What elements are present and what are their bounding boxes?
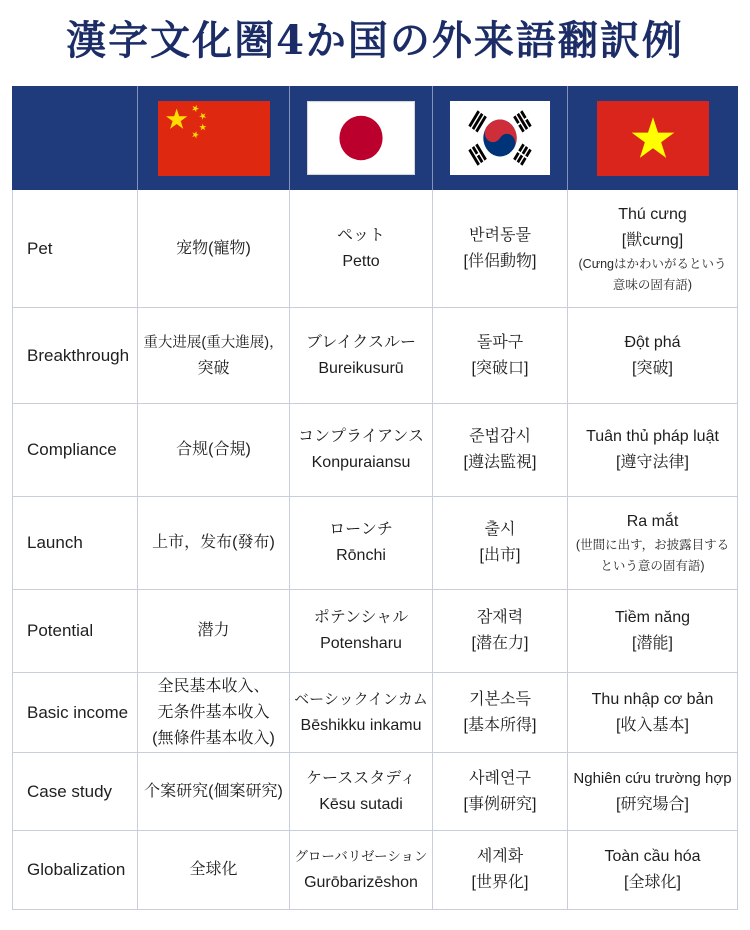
cell-china bbox=[138, 404, 290, 496]
cell-korea bbox=[433, 590, 568, 672]
term-line: [伴侶動物] bbox=[463, 252, 537, 270]
term-line: [研究場合] bbox=[616, 795, 689, 813]
term-line: Nghiên cứu trường hợp bbox=[573, 769, 732, 787]
term-line: 잠재력 bbox=[476, 609, 524, 626]
term-line: 全球化 bbox=[189, 861, 238, 878]
term-line: Konpuraiansu bbox=[311, 454, 411, 471]
cell-korea bbox=[433, 404, 568, 496]
term-line: [潜能] bbox=[632, 635, 673, 652]
cell-korea bbox=[433, 190, 568, 307]
term-line: グローバリゼーション bbox=[294, 849, 428, 864]
cell-japan bbox=[290, 831, 433, 909]
cell-vietnam bbox=[568, 831, 738, 909]
header-cell-china bbox=[138, 86, 290, 190]
term-line: 반려동물 bbox=[469, 226, 531, 244]
header-corner-cell bbox=[12, 86, 138, 190]
term-line: [事例研究] bbox=[463, 795, 537, 813]
term-line: [基本所得] bbox=[463, 716, 537, 734]
term-line: [突破口] bbox=[471, 359, 529, 377]
cell-china bbox=[138, 673, 290, 752]
term-line: 无条件基本收入 bbox=[157, 703, 270, 721]
header-cell-korea bbox=[433, 86, 568, 190]
term-line: Kēsu sutadi bbox=[319, 795, 403, 813]
term-line: ポテンシャル bbox=[313, 609, 409, 626]
term-line: 突破 bbox=[197, 359, 230, 377]
term-line: 사례연구 bbox=[469, 769, 531, 787]
term-line: Tiềm năng bbox=[615, 609, 690, 626]
term-line: 上市，发布(發布) bbox=[152, 534, 275, 551]
row-label: Potential bbox=[12, 590, 138, 672]
row-label: Pet bbox=[12, 190, 138, 307]
term-note: (世間に出す，お披露目する bbox=[575, 538, 730, 552]
cell-japan bbox=[290, 404, 433, 496]
table-row bbox=[12, 497, 738, 590]
term-line: Potensharu bbox=[320, 635, 402, 652]
term-line: Ra mắt bbox=[626, 513, 679, 530]
header-cell-japan bbox=[290, 86, 433, 190]
term-line: Rōnchi bbox=[336, 547, 386, 564]
term-line: 출시 bbox=[484, 521, 516, 538]
term-line: [潜在力] bbox=[471, 635, 529, 652]
table-row bbox=[12, 404, 738, 497]
term-line: Tuân thủ pháp luật bbox=[586, 428, 719, 445]
cell-vietnam bbox=[568, 673, 738, 752]
term-line: Toàn cầu hóa bbox=[604, 848, 701, 865]
table-row bbox=[12, 753, 738, 831]
row-label: Breakthrough bbox=[12, 308, 138, 403]
term-line: (無條件基本收入) bbox=[152, 729, 275, 747]
cell-japan bbox=[290, 190, 433, 307]
cell-korea bbox=[433, 831, 568, 909]
cell-korea bbox=[433, 308, 568, 403]
flag-header-row bbox=[12, 86, 738, 190]
term-line: 全民基本收入、 bbox=[157, 677, 270, 695]
cell-china bbox=[138, 497, 290, 589]
term-line: [出市] bbox=[479, 547, 521, 564]
cell-china bbox=[138, 753, 290, 830]
term-line: ケーススタディ bbox=[306, 769, 416, 787]
term-note: という意の固有語) bbox=[600, 559, 705, 573]
term-line: 宠物(寵物) bbox=[176, 239, 251, 257]
cell-vietnam bbox=[568, 308, 738, 403]
row-label: Launch bbox=[12, 497, 138, 589]
term-line: 重大进展(重大進展)， bbox=[143, 334, 284, 351]
row-label: Globalization bbox=[12, 831, 138, 909]
term-line: ブレイクスルー bbox=[305, 333, 417, 351]
japan-flag-icon bbox=[307, 101, 415, 175]
term-line: [遵法監視] bbox=[463, 454, 537, 471]
translation-table bbox=[12, 86, 738, 910]
term-line: 潜力 bbox=[197, 622, 230, 639]
cell-vietnam bbox=[568, 404, 738, 496]
term-line: 合规(合規) bbox=[176, 441, 251, 458]
china-flag-icon bbox=[158, 101, 270, 176]
term-line: ペット bbox=[336, 226, 385, 244]
cell-vietnam bbox=[568, 590, 738, 672]
cell-japan bbox=[290, 308, 433, 403]
cell-china bbox=[138, 590, 290, 672]
term-line: [收入基本] bbox=[616, 716, 689, 734]
row-label: Case study bbox=[12, 753, 138, 830]
cell-japan bbox=[290, 673, 433, 752]
term-line: 个案研究(個案研究) bbox=[144, 782, 283, 800]
term-line: 준법감시 bbox=[469, 428, 531, 445]
cell-korea bbox=[433, 753, 568, 830]
table-row bbox=[12, 590, 738, 673]
vietnam-flag-icon bbox=[597, 101, 709, 176]
term-line: [突破] bbox=[632, 359, 673, 377]
term-line: [獣cưng] bbox=[621, 231, 684, 249]
row-label: Compliance bbox=[12, 404, 138, 496]
term-line: Thu nhập cơ bản bbox=[591, 690, 714, 708]
cell-china bbox=[138, 308, 290, 403]
cell-china bbox=[138, 831, 290, 909]
row-label: Basic income bbox=[12, 673, 138, 752]
cell-japan bbox=[290, 590, 433, 672]
term-note: (Cưngはかわいがるという bbox=[578, 256, 727, 271]
cell-korea bbox=[433, 673, 568, 752]
term-line: 기본소득 bbox=[469, 690, 531, 708]
table-row bbox=[12, 673, 738, 753]
table-body bbox=[12, 190, 738, 910]
term-line: Petto bbox=[342, 252, 380, 270]
term-note: 意味の固有語) bbox=[612, 277, 693, 292]
cell-japan bbox=[290, 497, 433, 589]
table-row bbox=[12, 831, 738, 910]
term-line: Bēshikku inkamu bbox=[300, 716, 422, 734]
term-line: [遵守法律] bbox=[616, 454, 689, 471]
term-line: 돌파구 bbox=[476, 333, 524, 351]
cell-korea bbox=[433, 497, 568, 589]
term-line: [全球化] bbox=[624, 874, 681, 891]
cell-japan bbox=[290, 753, 433, 830]
cell-china bbox=[138, 190, 290, 307]
table-row bbox=[12, 190, 738, 308]
term-line: コンプライアンス bbox=[298, 428, 424, 445]
term-line: ベーシックインカム bbox=[294, 690, 428, 708]
term-line: Thú cưng bbox=[618, 205, 687, 223]
term-line: ローンチ bbox=[329, 521, 393, 538]
term-line: [世界化] bbox=[471, 874, 529, 891]
cell-vietnam bbox=[568, 497, 738, 589]
term-line: Bureikusurū bbox=[318, 359, 404, 377]
term-line: Đột phá bbox=[624, 333, 681, 351]
table-row bbox=[12, 308, 738, 404]
header-cell-vietnam bbox=[568, 86, 738, 190]
term-line: Gurōbarizēshon bbox=[304, 874, 418, 891]
cell-vietnam bbox=[568, 753, 738, 830]
term-line: 세계화 bbox=[476, 848, 524, 865]
cell-vietnam bbox=[568, 190, 738, 307]
korea-flag-icon bbox=[450, 101, 550, 175]
page-title: 漢字文化圏4か国の外来語翻訳例 bbox=[66, 17, 684, 64]
